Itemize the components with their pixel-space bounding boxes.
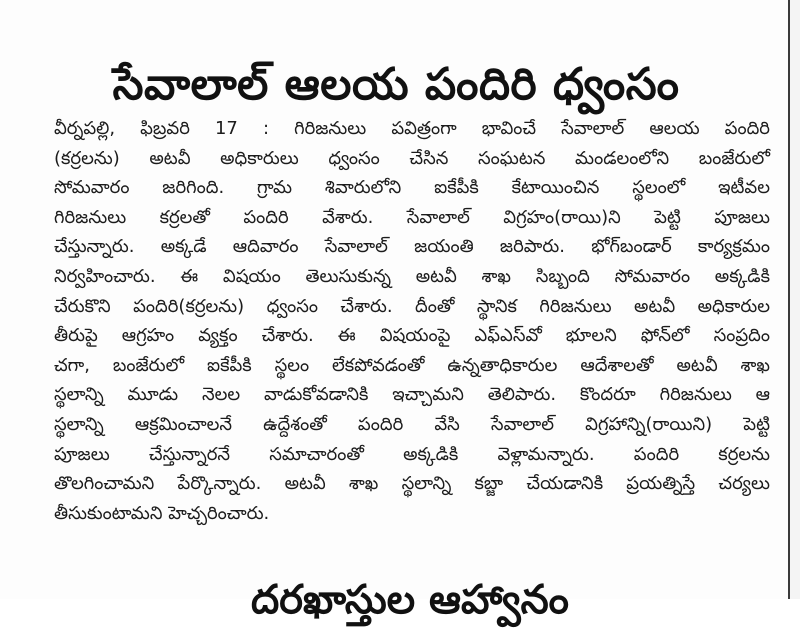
article-line: చగా, బంజేరులో ఐకేపీకి స్థలం లేకపోవడంతో ఉన్నతాధికారుల ఆదేశాలతో అటవీ శాఖ xyxy=(54,354,770,376)
article-line: వీర్నపల్లి, ఫిబ్రవరి 17 : గిరిజనులు పవిత్రంగా భావించే సేవాలాల్ ఆలయ పందిరి xyxy=(54,118,770,139)
article-line: స్థలాన్ని ఆక్రమించాలనే ఉద్దేశంతో పందిరి వేసి సేవాలాల్ విగ్రహాన్ని(రాయిని) పెట్టి xyxy=(54,413,770,435)
article-line: (కర్రలను) అటవీ అధికారులు ధ్వంసం చేసిన సంఘటన మండలంలోని బంజేరులో xyxy=(54,147,770,169)
article-line: చేస్తున్నారు. అక్కడే ఆదివారం సేవాలాల్ జయంతి జరిపారు. భోగ్‌బండార్ కార్యక్రమం xyxy=(54,236,770,258)
article-headline: సేవాలాల్ ఆలయ పందిరి ధ్వంసం xyxy=(112,59,680,111)
page-edge xyxy=(790,0,800,599)
article-line: పూజలు చేస్తున్నారనే సమాచారంతో అక్కడికి వెళ్లామన్నారు. పందిరి కర్రలను xyxy=(54,443,770,465)
article-line: తీసుకుంటామని హెచ్చరించారు. xyxy=(54,502,270,524)
article-line: చేరుకొని పందిరి(కర్రలను) ధ్వంసం చేశారు. దీంతో స్థానిక గిరిజనులు అటవీ అధికారుల xyxy=(54,295,770,317)
article-line: స్థలాన్ని మూడు నెలల వాడుకోవడానికి ఇచ్చామని తెలిపారు. కొందరూ గిరిజనులు ఆ xyxy=(54,384,770,406)
next-article-headline: దరఖాస్తుల ఆహ్వానం xyxy=(251,577,569,623)
article-line: గిరిజనులు కర్రలతో పందిరి వేశారు. సేవాలాల్ విగ్రహం(రాయి)ని పెట్టి పూజలు xyxy=(54,206,770,228)
article-line: తీరుపై ఆగ్రహం వ్యక్తం చేశారు. ఈ విషయంపై ఎఫ్ఎస్‌వో భూలని ఫోన్‌లో సంప్రదిం xyxy=(54,325,770,347)
article-line: సోమవారం జరిగింది. గ్రామ శివారులోని ఐకేపీకి కేటాయించిన స్థలంలో ఇటీవల xyxy=(54,177,770,199)
article-body xyxy=(54,114,770,528)
article-line: తొలగించామని పేర్కొన్నారు. అటవీ శాఖ స్థలాన్ని కబ్జా చేయడానికి ప్రయత్నిస్తే చర్యలు xyxy=(54,473,770,495)
article-line: నిర్వహించారు. ఈ విషయం తెలుసుకున్న అటవీ శాఖ సిబ్బంది సోమవారం అక్కడికి xyxy=(54,265,770,287)
